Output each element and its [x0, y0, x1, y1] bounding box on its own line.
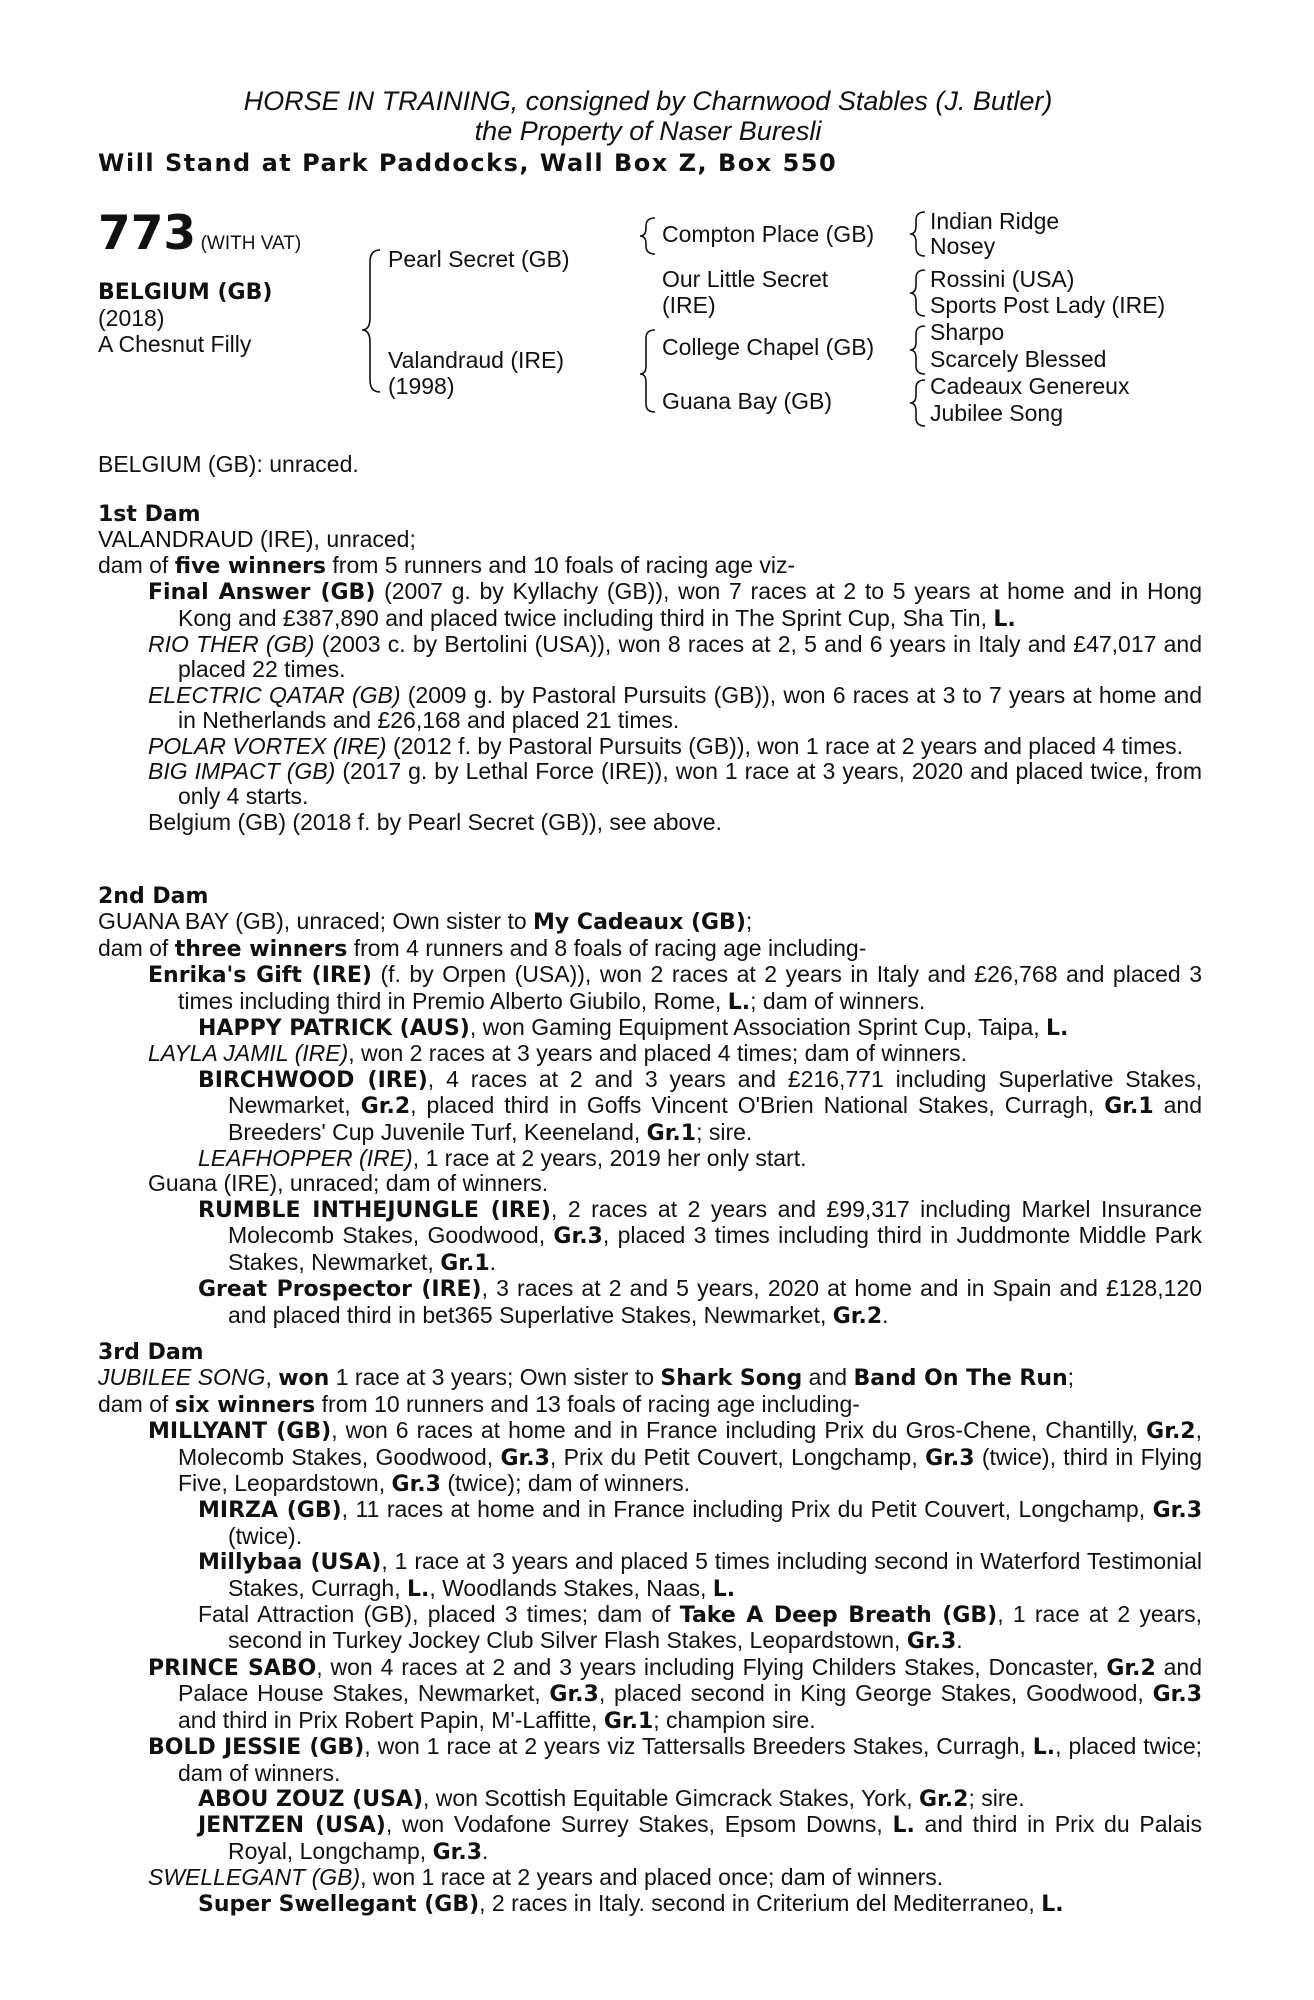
second-dam-heading: 2nd Dam	[98, 884, 209, 909]
gen3-brace-3	[910, 326, 925, 374]
produce-entry: ELECTRIC QATAR (GB) (2009 g. by Pastoral Pursuits (GB)), won 6 races at 3 to 7 years at home and in Netherlands and £26,168 and placed 21 times.	[148, 681, 1203, 734]
produce-entry: RIO THER (GB) (2003 c. by Bertolini (USA)), won 8 races at 2, 5 and 6 years in Italy and £47,017 and placed 22 times.	[148, 631, 1202, 683]
gen2-brace-bottom	[640, 330, 655, 412]
second-dam-name: GUANA BAY (GB), unraced; Own sister to My Cadeaux (GB);	[98, 908, 753, 936]
produce-entry: Great Prospector (IRE), 3 races at 2 and 5 years, 2020 at home and in Spain and £128,120 and placed third in bet365 Superlative Stakes, Newmarket, Gr.2.	[198, 1275, 1202, 1329]
gen3-7: Cadeaux Genereux	[930, 373, 1130, 399]
produce-entry: SWELLEGANT (GB), won 1 race at 2 years and placed once; dam of winners.	[148, 1864, 944, 1891]
dam-year: (1998)	[388, 373, 455, 399]
produce-entry: LAYLA JAMIL (IRE), won 2 races at 3 years and placed 4 times; dam of winners.	[148, 1040, 968, 1067]
produce-entry: Belgium (GB) (2018 f. by Pearl Secret (GB)), see above.	[148, 808, 722, 835]
produce-entry: Millybaa (USA), 1 race at 3 years and placed 5 times including second in Waterford Testimonial Stakes, Curragh, L., Woodlands Stakes, Naas, L.	[198, 1548, 1202, 1602]
produce-entry: JENTZEN (USA), won Vodafone Surrey Stakes, Epsom Downs, L. and third in Prix du Palais Royal, Longchamp, Gr.3.	[198, 1811, 1203, 1865]
dam-name: Valandraud (IRE)	[388, 347, 564, 373]
gen3-brace-2	[910, 270, 925, 316]
consignor-line: HORSE IN TRAINING, consigned by Charnwood Stables (J. Butler)	[243, 86, 1053, 116]
gen3-4: Sports Post Lady (IRE)	[930, 292, 1166, 318]
gen3-2: Nosey	[930, 233, 996, 259]
horse-year: (2018)	[98, 305, 165, 331]
produce-entry: BOLD JESSIE (GB), won 1 race at 2 years viz Tattersalls Breeders Stakes, Curragh, L., placed twice; dam of winners.	[148, 1733, 1202, 1786]
gen3-1: Indian Ridge	[930, 208, 1060, 234]
third-dam-produce-summary: dam of six winners from 10 runners and 13 foals of racing age including-	[98, 1390, 860, 1418]
owner-line: the Property of Naser Buresli	[474, 116, 822, 146]
gen3-6: Scarcely Blessed	[930, 346, 1107, 372]
gen3-8: Jubilee Song	[930, 400, 1063, 426]
produce-entry: Final Answer (GB) (2007 g. by Kyllachy (GB)), won 7 races at 2 to 5 years at home and in Hong Kong and £387,890 and placed twice including third in The Sprint Cup, Sha Tin, L.	[148, 578, 1202, 632]
gen3-brace-1	[910, 212, 925, 256]
produce-entry: BIG IMPACT (GB) (2017 g. by Lethal Force (IRE)), won 1 race at 3 years, 2020 and placed twice, from only 4 starts.	[148, 758, 1202, 810]
produce-entry: POLAR VORTEX (IRE) (2012 f. by Pastoral Pursuits (GB)), won 1 race at 2 years and placed 4 times.	[148, 732, 1183, 759]
third-dam-heading: 3rd Dam	[98, 1340, 204, 1365]
gen1-brace	[362, 250, 380, 392]
first-dam-produce-summary: dam of five winners from 5 runners and 10 foals of racing age viz-	[98, 551, 796, 579]
produce-entry: MILLYANT (GB), won 6 races at home and in France including Prix du Gros-Chene, Chantilly, Gr.2, Molecomb Stakes, Goodwood, Gr.3, Prix du Petit Couvert, Longchamp, Gr.3 (twice), third in Flying Five, Leopardstown, Gr.3 (twice); dam of winners.	[148, 1417, 1202, 1498]
sire-name: Pearl Secret (GB)	[388, 246, 570, 272]
first-dam-section	[98, 502, 1202, 835]
produce-entry: BIRCHWOOD (IRE), 4 races at 2 and 3 years and £216,771 including Superlative Stakes, Newmarket, Gr.2, placed third in Goffs Vincent O'Brien National Stakes, Curragh, Gr.1 and Breeders' Cup Juvenile Turf, Keeneland, Gr.1; sire.	[198, 1065, 1203, 1146]
produce-entry: ABOU ZOUZ (USA), won Scottish Equitable Gimcrack Stakes, York, Gr.2; sire.	[198, 1784, 1025, 1812]
gen2-brace-top	[640, 218, 655, 254]
horse-name: BELGIUM (GB)	[98, 280, 273, 305]
gen3-3: Rossini (USA)	[930, 266, 1075, 292]
sire-sire: Compton Place (GB)	[662, 221, 875, 247]
produce-entry: PRINCE SABO, won 4 races at 2 and 3 years including Flying Childers Stakes, Doncaster, Gr.2 and Palace House Stakes, Newmarket, Gr.3, placed second in King George Stakes, Goodwood, Gr.3 and third in Prix Robert Papin, M'-Laffitte, Gr.1; champion sire.	[148, 1653, 1202, 1734]
sire-dam-suffix: (IRE)	[662, 292, 716, 318]
third-dam-section	[98, 1340, 1202, 1917]
produce-entry: Fatal Attraction (GB), placed 3 times; dam of Take A Deep Breath (GB), 1 race at 2 years, second in Turkey Jockey Club Silver Flash Stakes, Leopardstown, Gr.3.	[198, 1601, 1202, 1655]
horse-description: A Chesnut Filly	[98, 331, 252, 357]
produce-entry: Super Swellegant (GB), 2 races in Italy. second in Criterium del Mediterraneo, L.	[198, 1889, 1064, 1917]
produce-entry: Enrika's Gift (IRE) (f. by Orpen (USA)), won 2 races at 2 years in Italy and £26,768 and placed 3 times including third in Premio Alberto Giubilo, Rome, L.; dam of winners.	[148, 961, 1203, 1015]
third-dam-name: JUBILEE SONG, won 1 race at 3 years; Own sister to Shark Song and Band On The Run;	[98, 1364, 1075, 1392]
produce-entry: LEAFHOPPER (IRE), 1 race at 2 years, 2019 her only start.	[198, 1145, 807, 1172]
dam-dam: Guana Bay (GB)	[662, 388, 833, 414]
vat-label: (WITH VAT)	[200, 233, 302, 254]
produce-entry: Guana (IRE), unraced; dam of winners.	[148, 1170, 549, 1197]
gen3-5: Sharpo	[930, 319, 1005, 345]
gen3-brace-4	[910, 380, 925, 426]
produce-entry: RUMBLE INTHEJUNGLE (IRE), 2 races at 2 years and £99,317 including Markel Insurance Molecomb Stakes, Goodwood, Gr.3, placed 3 times including third in Juddmonte Middle Park Stakes, Newmarket, Gr.1.	[198, 1195, 1202, 1276]
produce-entry: HAPPY PATRICK (AUS), won Gaming Equipment Association Sprint Cup, Taipa, L.	[198, 1014, 1069, 1042]
lot-number: 773	[98, 206, 197, 261]
first-dam-heading: 1st Dam	[98, 502, 201, 527]
second-dam-section	[98, 884, 1202, 1329]
sire-dam: Our Little Secret	[662, 266, 829, 292]
produce-entry: MIRZA (GB), 11 races at home and in France including Prix du Petit Couvert, Longchamp, Gr.3 (twice).	[198, 1496, 1203, 1549]
dam-sire: College Chapel (GB)	[662, 334, 875, 360]
second-dam-produce-summary: dam of three winners from 4 runners and 8 foals of racing age including-	[98, 934, 867, 962]
first-dam-name: VALANDRAUD (IRE), unraced;	[98, 526, 416, 553]
racing-record: BELGIUM (GB): unraced.	[98, 451, 359, 477]
stabling-line: Will Stand at Park Paddocks, Wall Box Z, Box 550	[98, 149, 838, 177]
